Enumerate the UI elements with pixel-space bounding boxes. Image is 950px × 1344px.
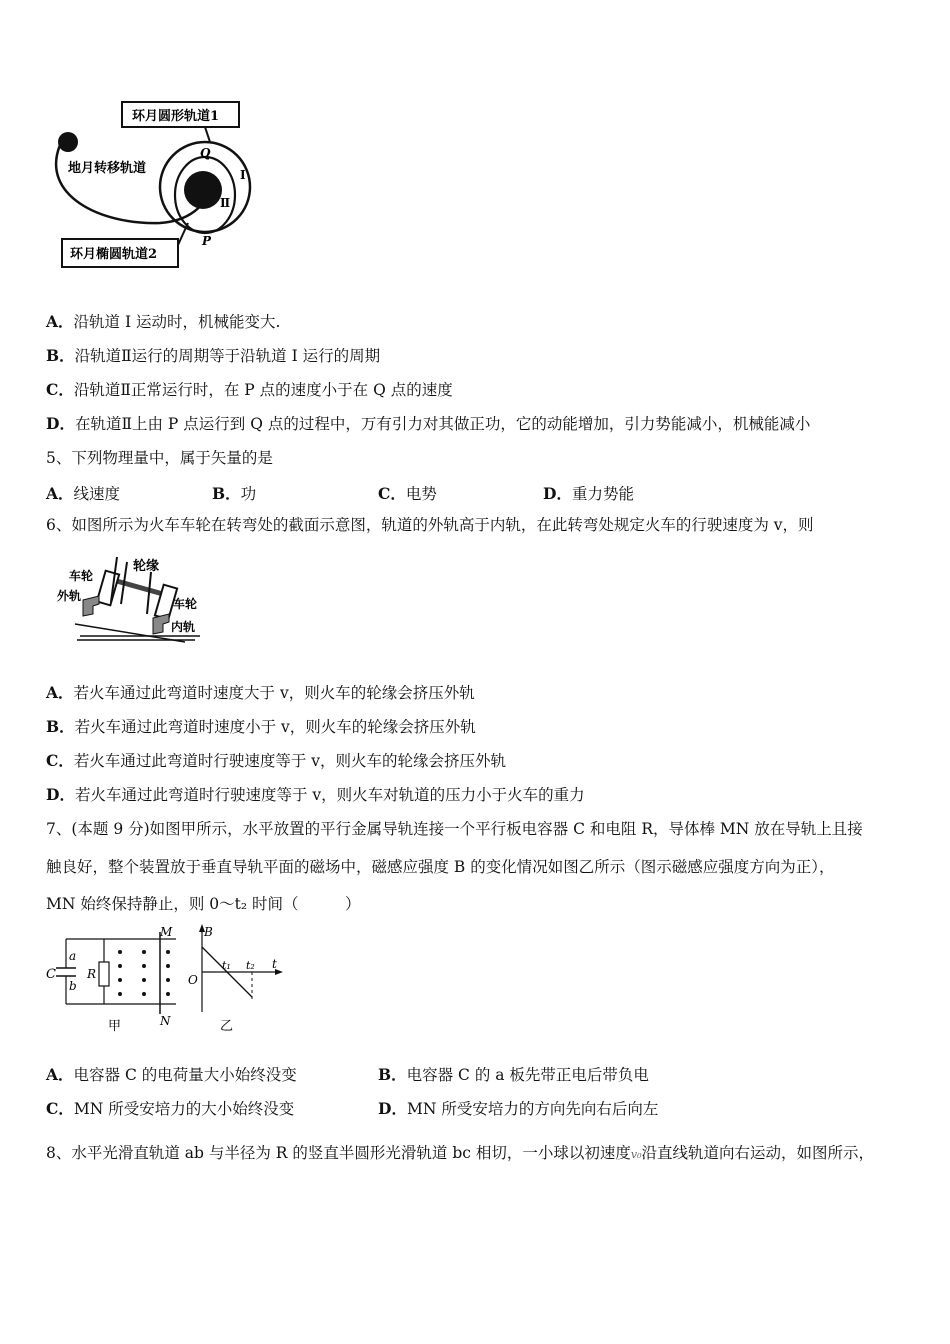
left-wheel-label: 车轮 xyxy=(69,569,94,583)
right-wheel-label: 车轮 xyxy=(173,597,198,611)
q5-stem: 5、下列物理量中，属于矢量的是 xyxy=(46,449,273,467)
axle xyxy=(113,580,163,594)
q6-option-d: D．若火车通过此弯道时行驶速度等于 v，则火车对轨道的压力小于火车的重力 xyxy=(46,785,585,804)
field-dots xyxy=(118,950,170,996)
point-q-label: Q xyxy=(200,146,211,160)
inner-rail-label: 内轨 xyxy=(171,620,196,634)
outer-rail xyxy=(83,596,99,616)
caption-yi: 乙 xyxy=(220,1019,234,1034)
q5-option-c: C．电势 xyxy=(378,484,437,503)
earth-ball xyxy=(58,132,78,152)
orbit2-label: 环月椭圆轨道2 xyxy=(70,247,158,262)
q6-option-b: B．若火车通过此弯道时速度小于 v，则火车的轮缘会挤压外轨 xyxy=(46,717,476,736)
label-a: a xyxy=(69,949,77,963)
label-r: R xyxy=(87,967,97,981)
q6-option-a: A．若火车通过此弯道时速度大于 v，则火车的轮缘会挤压外轨 xyxy=(46,683,475,702)
q8-stem: 8、水平光滑直轨道 ab 与半径为 R 的竖直半圆形光滑轨道 bc 相切，一小球以初速度v₀沿直线轨道向右运动，如图所示， xyxy=(46,1144,875,1162)
label-m: M xyxy=(160,925,173,939)
resistor xyxy=(99,962,109,986)
label-o: O xyxy=(188,973,198,987)
caption-jia: 甲 xyxy=(108,1019,122,1034)
q7-stem-line2: 触良好，整个装置放于垂直导轨平面的磁场中，磁感应强度 B 的变化情况如图乙所示（图示磁感应强度方向为正）， xyxy=(46,858,835,876)
orbit1-label: 环月圆形轨道1 xyxy=(132,109,220,124)
point-p-label: P xyxy=(202,234,212,248)
lunar-orbit-figure xyxy=(40,95,270,275)
label-t: t xyxy=(272,957,277,971)
left-wheel xyxy=(97,571,119,606)
q4-option-a: A．沿轨道 I 运动时，机械能变大. xyxy=(46,312,281,331)
transfer-label: 地月转移轨道 xyxy=(68,161,147,176)
q7-option-a: A．电容器 C 的电荷量大小始终没变 xyxy=(46,1065,297,1084)
b-t-graph-yi xyxy=(184,922,284,1037)
circuit-figure-jia xyxy=(44,924,194,1036)
q7-option-b: B．电容器 C 的 a 板先带正电后带负电 xyxy=(378,1065,649,1084)
label-n: N xyxy=(160,1014,171,1028)
q7-stem-line3: MN 始终保持静止，则 0～t₂ 时间（ ） xyxy=(46,895,361,913)
label-t1: t₁ xyxy=(222,959,231,972)
q4-option-d: D．在轨道Ⅱ上由 P 点运行到 Q 点的过程中，万有引力对其做正功，它的动能增加，引力势能减小，机械能减小 xyxy=(46,414,811,433)
inner-rail xyxy=(153,614,169,634)
outer-rail-label: 外轨 xyxy=(57,589,82,603)
label-b-axis: B xyxy=(204,925,213,939)
q5-option-a: A．线速度 xyxy=(46,484,121,503)
q7-option-c: C．MN 所受安培力的大小始终没变 xyxy=(46,1099,295,1118)
q7-option-d: D．MN 所受安培力的方向先向右后向左 xyxy=(378,1099,659,1118)
v0-symbol: v₀ xyxy=(630,1148,642,1161)
q5-option-b: B．功 xyxy=(212,484,257,503)
flange-label: 轮缘 xyxy=(133,559,160,574)
orbit-ii-label: Ⅱ xyxy=(220,196,231,210)
moon-ball xyxy=(184,171,222,209)
orbit-i-label: I xyxy=(240,168,246,182)
q7-stem-line1: 7、(本题 9 分)如图甲所示，水平放置的平行金属导轨连接一个平行板电容器 C 和电阻 R，导体棒 MN 放在导轨上且接 xyxy=(46,820,863,838)
label-c: C xyxy=(46,967,56,982)
label-t2: t₂ xyxy=(246,959,255,972)
q6-option-c: C．若火车通过此弯道时行驶速度等于 v，则火车的轮缘会挤压外轨 xyxy=(46,751,507,770)
q4-option-b: B．沿轨道Ⅱ运行的周期等于沿轨道 I 运行的周期 xyxy=(46,346,381,365)
train-wheel-figure xyxy=(55,552,215,647)
q5-option-d: D．重力势能 xyxy=(543,484,634,503)
q6-stem: 6、如图所示为火车车轮在转弯处的截面示意图，轨道的外轨高于内轨，在此转弯处规定火车的行驶速度为 v，则 xyxy=(46,516,814,534)
q4-option-c: C．沿轨道Ⅱ正常运行时，在 P 点的速度小于在 Q 点的速度 xyxy=(46,380,453,399)
label-b: b xyxy=(69,979,77,993)
